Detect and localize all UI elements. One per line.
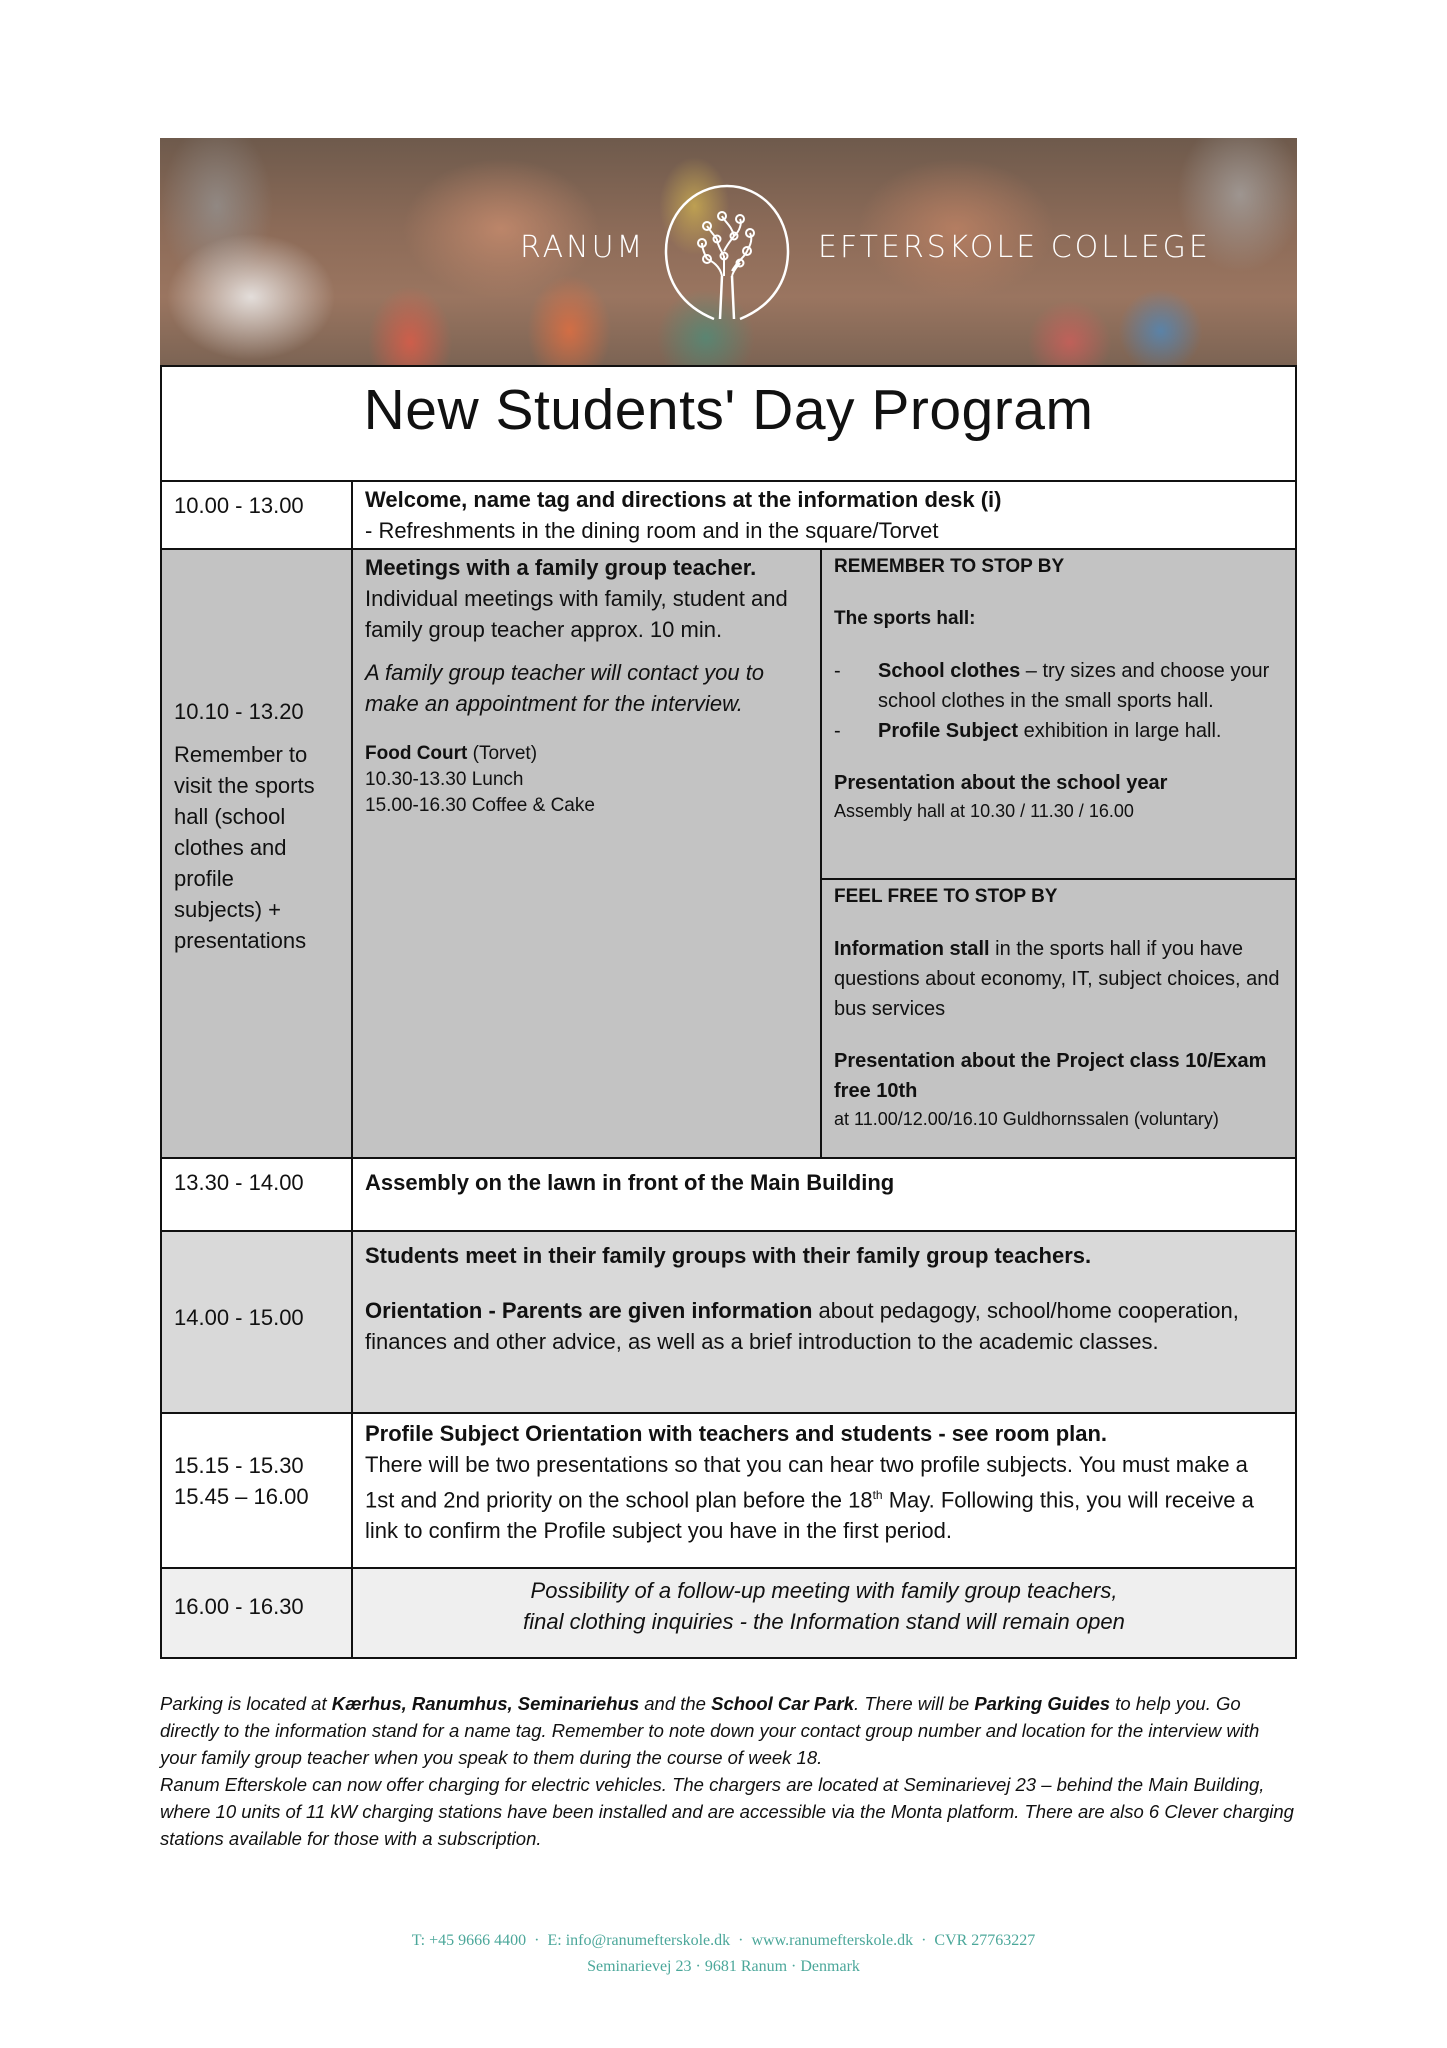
time-cell (162, 550, 353, 1157)
contact-line: T: +45 9666 4400 · E: info@ranumefterskole.dk · www.ranumefterskole.dk · CVR 27763227 (411, 1932, 1036, 1949)
time-cell: 14.00 - 15.00 (162, 1232, 353, 1412)
bullet-dash: - (834, 660, 841, 682)
bullet-text: exhibition in large hall. (1018, 720, 1222, 742)
time-value: 15.15 - 15.30 (174, 1453, 304, 1478)
tree-circle-icon (662, 181, 792, 323)
text-part: Parking is located at (160, 1693, 332, 1714)
meetings-text: Individual meetings with family, student and family group teacher approx. 10 min. (365, 586, 788, 642)
activity-heading: Assembly on the lawn in front of the Main Building (365, 1170, 895, 1195)
header-banner (160, 138, 1297, 365)
activity-line: Possibility of a follow-up meeting with family group teachers, (530, 1578, 1118, 1603)
feel-free-heading: FEEL FREE TO STOP BY (834, 886, 1058, 907)
meetings-heading: Meetings with a family group teacher. (365, 555, 757, 580)
bullet-text: – try sizes and choose your school clothes in the small sports hall. (878, 660, 1270, 712)
time-value: 15.45 – 16.00 (174, 1484, 309, 1509)
food-line: 10.30-13.30 Lunch (365, 769, 524, 790)
presentation-heading: Presentation about the school year (834, 772, 1168, 794)
time-cell: 13.30 - 14.00 (162, 1159, 353, 1230)
sports-hall-heading: The sports hall: (834, 608, 976, 629)
activity-heading: Profile Subject Orientation with teachers and students - see room plan. (365, 1421, 1108, 1446)
schedule-row (160, 1230, 1297, 1414)
activity-heading: Welcome, name tag and directions at the information desk (i) (365, 487, 1002, 512)
text-bold: Kærhus, Ranumhus, Seminariehus (331, 1693, 640, 1714)
logo-text-college: EFTERSKOLE COLLEGE (818, 230, 1211, 265)
activity-cell (353, 482, 1295, 548)
orientation-lead: Orientation - Parents are given information (365, 1298, 813, 1323)
list-item (834, 656, 1283, 716)
orientation-text: about pedagogy, school/home cooperation, finances and other advice, as well as a brief introduction to the academic classes. (365, 1298, 1239, 1354)
time-cell: 16.00 - 16.30 (162, 1569, 353, 1657)
schedule-row (160, 548, 1297, 1159)
activity-heading: Students meet in their family groups with their family group teachers. (365, 1243, 1092, 1268)
schedule-row (160, 1412, 1297, 1569)
address-line: Seminarievej 23 · 9681 Ranum · Denmark (587, 1958, 860, 1975)
text-part: There will be two presentations so that you can hear two profile subjects. You must make a 1st and 2nd priority on the school plan before the 18 (365, 1452, 1248, 1513)
bullet-bold: School clothes (878, 660, 1021, 682)
feel-free-section (822, 880, 1295, 1157)
remember-to-stop-by-section (822, 550, 1295, 880)
activity-cell (353, 1232, 1295, 1412)
food-line: 15.00-16.30 Coffee & Cake (365, 795, 595, 816)
bullet-dash: - (834, 720, 841, 742)
parking-paragraph (160, 1690, 1297, 1771)
bullet-bold: Profile Subject (878, 720, 1019, 742)
contact-footer (0, 1928, 1447, 1980)
list-item (834, 716, 1283, 746)
info-stall-text: in the sports hall if you have questions about economy, IT, subject choices, and bus services (834, 938, 1280, 1020)
time-value: 10.10 - 13.20 (174, 699, 304, 724)
title-row (160, 365, 1297, 481)
text-part: and the (639, 1693, 712, 1714)
remember-heading: REMEMBER TO STOP BY (834, 556, 1065, 577)
superscript: th (872, 1488, 883, 1502)
text-bold: School Car Park (711, 1693, 855, 1714)
logo-text-ranum: RANUM (520, 230, 646, 265)
meetings-cell (353, 550, 822, 1157)
meetings-italic: A family group teacher will contact you to make an appointment for the interview. (365, 660, 765, 716)
schedule-row (160, 1157, 1297, 1232)
activity-cell (353, 1569, 1295, 1657)
activity-text: - Refreshments in the dining room and in the square/Torvet (365, 518, 939, 543)
text-part: to help you. Go directly to the information stand for a name tag. Remember to note down your contact group number and location for the interview with your family group teacher when you speak to them during the course of week 18. (160, 1693, 1260, 1768)
project-presentation-text: at 11.00/12.00/16.10 Guldhornssalen (voluntary) (834, 1109, 1219, 1129)
text-bold: Parking Guides (974, 1693, 1111, 1714)
activity-text (365, 1449, 1283, 1546)
schedule-row (160, 480, 1297, 550)
parking-notes (160, 1690, 1297, 1852)
activity-cell (353, 1414, 1295, 1567)
charging-paragraph: Ranum Efterskole can now offer charging for electric vehicles. The chargers are located at Seminarievej 23 – behind the Main Building, where 10 units of 11 kW charging stations have been installed and are accessible via the Monta platform. There are also 6 Clever charging stations available for those with a subscription. (160, 1774, 1294, 1849)
food-court-label: Food Court (365, 743, 468, 764)
text-part: May. Following this, you will receive a link to confirm the Profile subject you have in the first period. (365, 1487, 1254, 1544)
time-cell (162, 1414, 353, 1567)
food-court-place: (Torvet) (467, 743, 538, 764)
text-part: . There will be (854, 1693, 975, 1714)
project-presentation-heading: Presentation about the Project class 10/Exam free 10th (834, 1050, 1267, 1102)
time-note: Remember to visit the sports hall (school clothes and profile subjects) + presentations (174, 742, 315, 953)
presentation-text: Assembly hall at 10.30 / 11.30 / 16.00 (834, 801, 1134, 821)
activity-cell (353, 1159, 1295, 1230)
activity-line: final clothing inquiries - the Information stand will remain open (523, 1609, 1125, 1634)
info-stall-label: Information stall (834, 938, 990, 960)
schedule-row (160, 1567, 1297, 1659)
time-cell: 10.00 - 13.00 (162, 482, 353, 548)
page-title: New Students' Day Program (363, 378, 1094, 442)
